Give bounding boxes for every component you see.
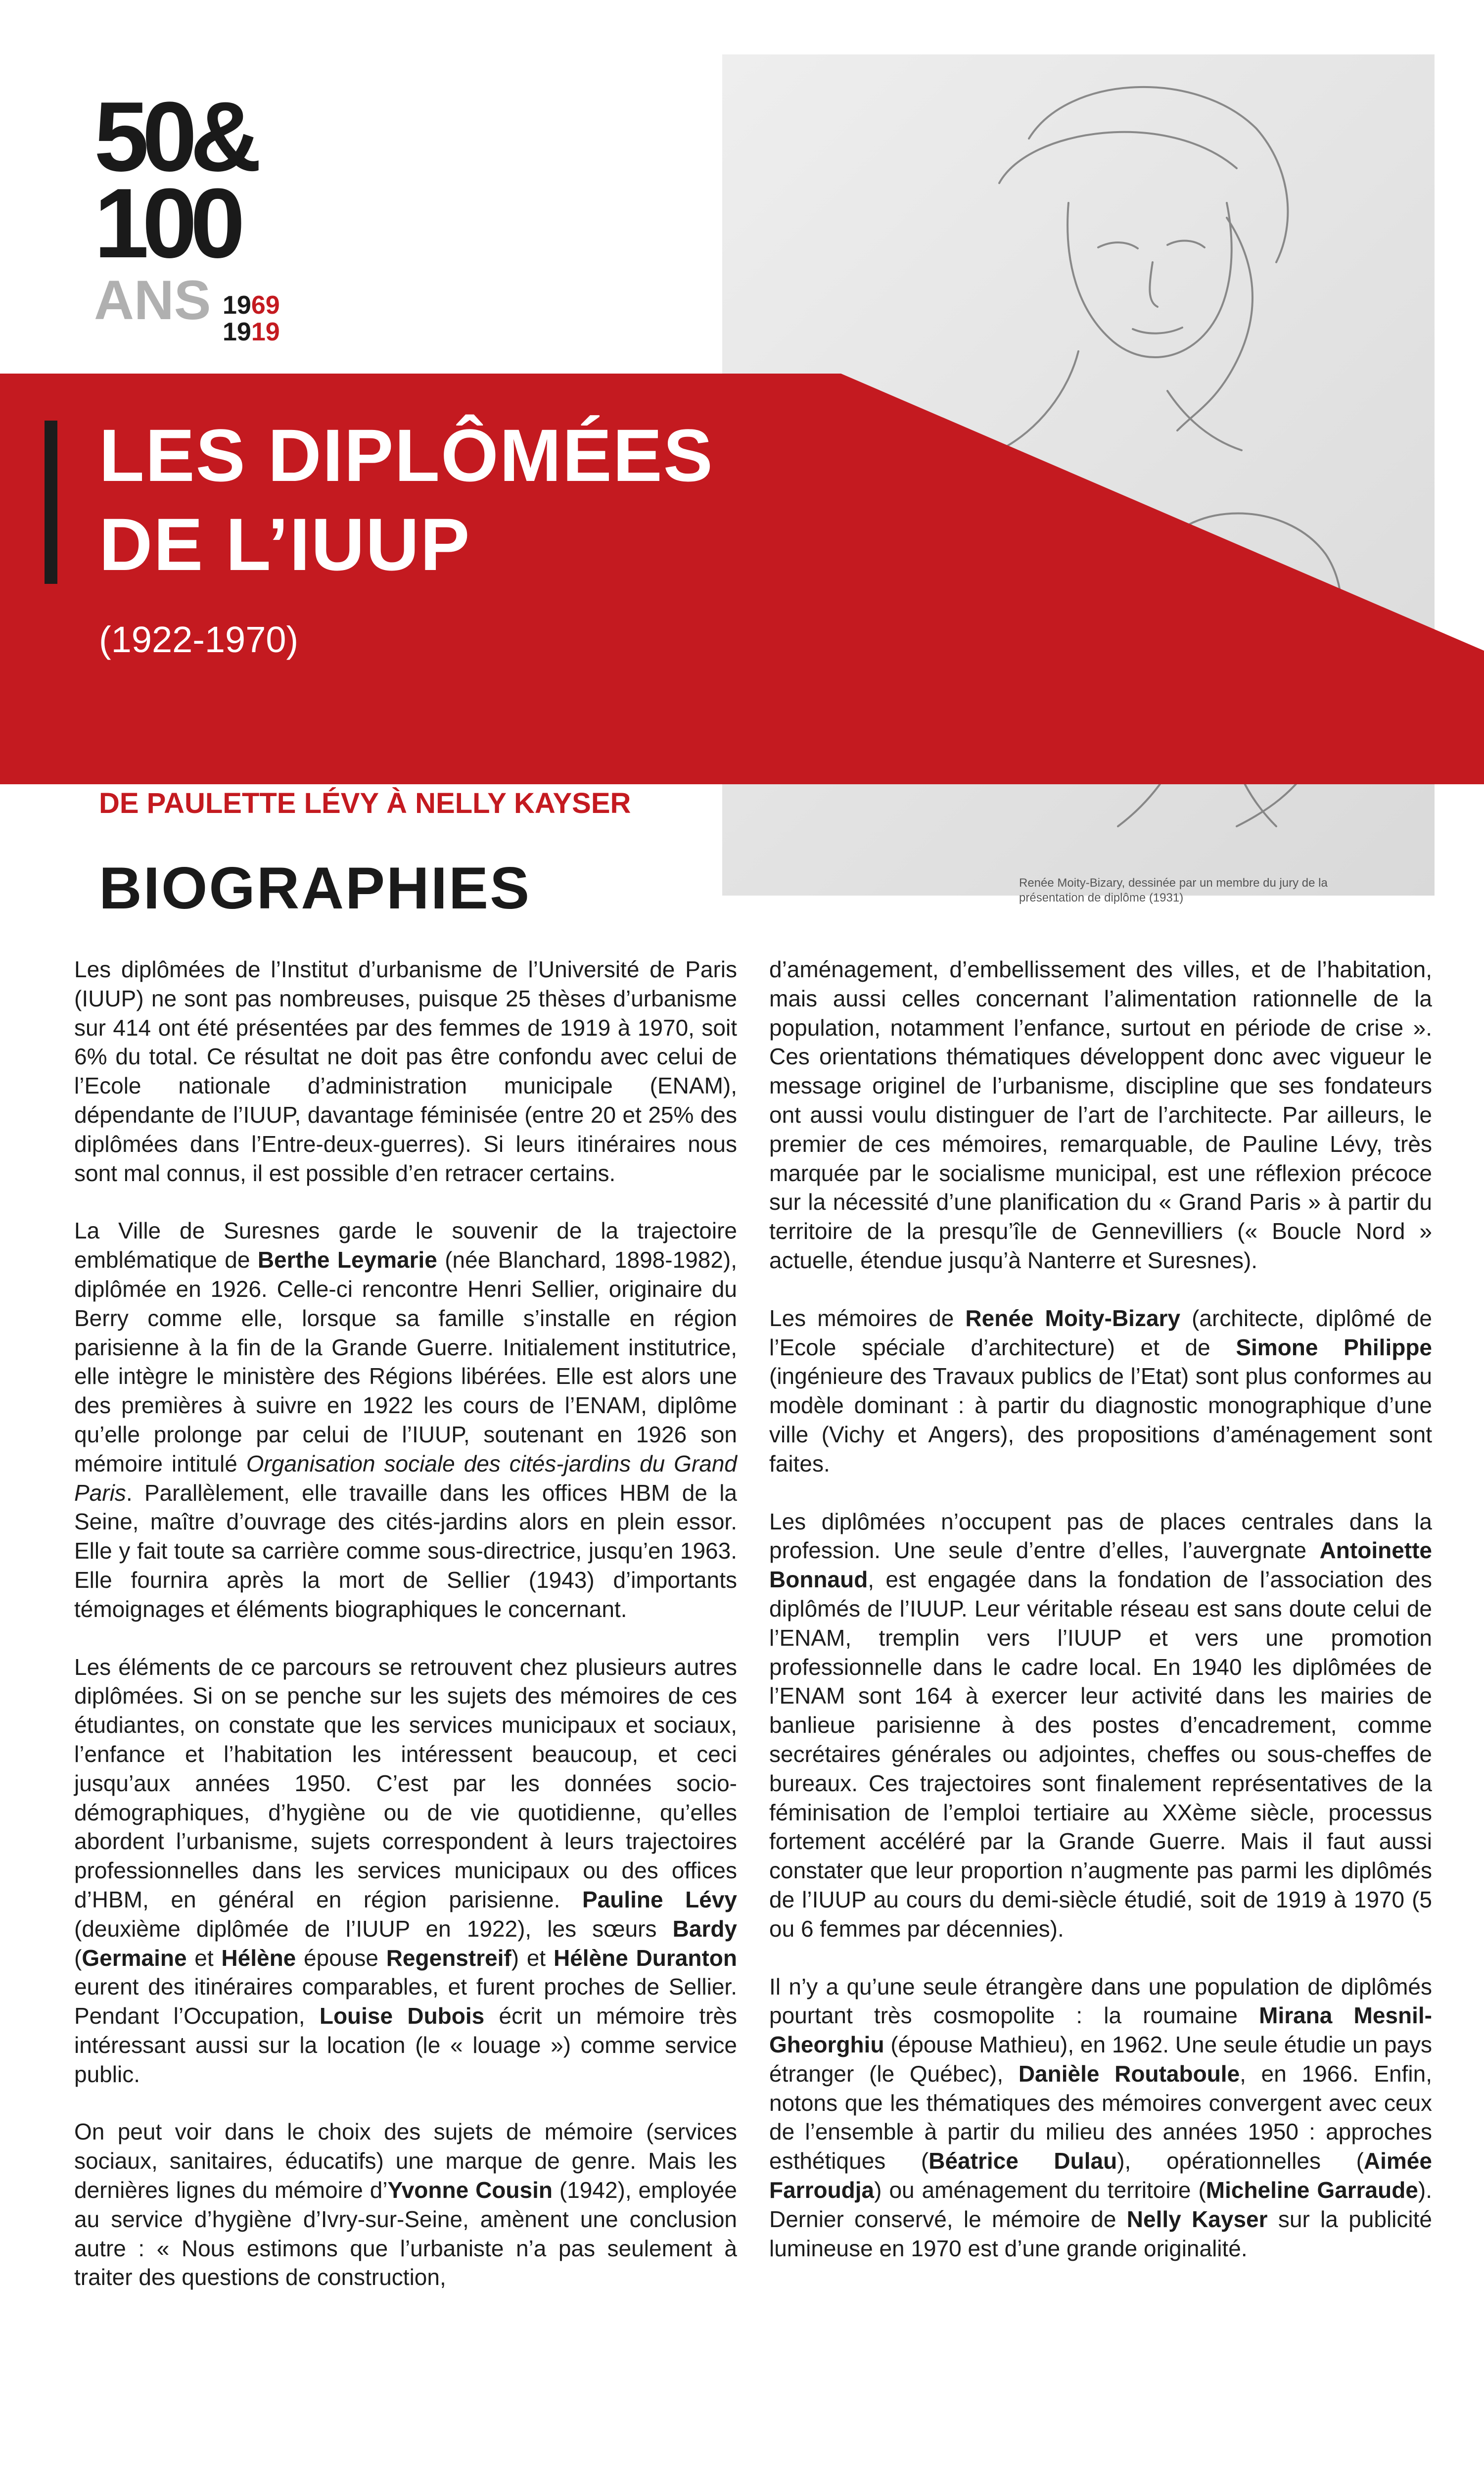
bio-paragraph: Les diplômées de l’Institut d’urbanisme de l’Université de Paris (IUUP) ne sont pas nombreuses, puisque 25 thèses d’urbanisme sur 414 ont été présentées par des femmes de 1919 à 1970, soit 6% du total. Ce résultat ne doit pas être confondu avec celui de l’Ecole nationale d’administration municipale (ENAM), dépendante de l’IUUP, davantage féminisée (entre 20 et 25% des diplômées dans l’Entre-deux-guerres). Si leurs itinéraires nous sont mal connus, il est possible d’en retracer certains.	[74, 956, 737, 1186]
sketch-caption: Renée Moity-Bizary, dessinée par un membre du jury de la présentation de diplôme (1931)	[1019, 876, 1328, 904]
year-1919-prefix: 19	[223, 318, 251, 346]
bio-paragraph: d’aménagement, d’embellissement des villes, et de l’habitation, mais aussi celles concernant l’alimentation rationnelle de la population, notamment l’enfance, surtout en période de crise ». Ces orientations thématiques développent donc avec vigueur le message originel de l’urbanisme, discipline que ses fondateurs ont aussi voulu distinguer de l’art de l’architecte. Par ailleurs, le premier de ces mémoires, remarquable, de Pauline Lévy, très marquée par le socialisme municipal, est une réflexion précoce sur la nécessité d’une planification du « Grand Paris » à partir du territoire de la presqu’île de Gennevilliers (« Boucle Nord » actuelle, étendue jusqu’à Nanterre et Suresnes).	[769, 956, 1432, 1273]
biographies-column-1	[74, 955, 737, 2321]
year-1919-suffix: 19	[251, 318, 280, 346]
poster-header	[0, 0, 1484, 930]
page-subtitle: DE PAULETTE LÉVY À NELLY KAYSER	[99, 787, 631, 819]
bio-paragraph: Les éléments de ce parcours se retrouvent chez plusieurs autres diplômées. Si on se penche sur les sujets des mémoires de ces étudiantes, on constate que les services municipaux et sociaux, l’enfance et l’habitation les intéressent beaucoup, et ceci jusqu’aux années 1950. C’est par les données socio-démographiques, d’hygiène ou de vie quotidienne, qu’elles abordent l’urbanisme, sujets correspondent à leurs trajectoires professionnelles dans les services municipaux ou des offices d’HBM, en général en région parisienne. Pauline Lévy (deuxième diplômée de l’IUUP en 1922), les sœurs Bardy (Germaine et Hélène épouse Regenstreif) et Hélène Duranton eurent des itinéraires comparables, et furent proches de Sellier. Pendant l’Occupation, Louise Dubois écrit un mémoire très intéressant aussi sur la location (le « louage ») comme service public.	[74, 1654, 738, 2087]
svg-text:50&: 50&	[94, 87, 255, 192]
logo-years	[223, 292, 280, 345]
bio-paragraph: Les diplômées n’occupent pas de places centrales dans la profession. Une seule d’entre d’elles, l’auvergnate Antoinette Bonnaud, est engagée dans la fondation de l’association des diplômés de l’IUUP. Leur véritable réseau est sans doute celui de l’ENAM, tremplin vers l’IUUP et vers une promotion professionnelle dans le cadre local. En 1940 les diplômées de l’ENAM sont 164 à exercer leur activité dans les mairies de banlieue parisienne à des postes d’encadrement, comme secrétaires générales ou adjointes, cheffes ou sous-cheffes de bureaux. Ces trajectoires sont finalement représentatives de la féminisation de l’emploi tertiaire au XXème siècle, processus fortement accéléré par la Grande Guerre. Mais il faut aussi constater que leur proportion n’augmente pas parmi les diplômés de l’IUUP au cours du demi-siècle étudié, soit de 1919 à 1970 (5 ou 6 femmes par décennies).	[769, 1508, 1432, 1942]
title-accent-bar	[45, 421, 57, 584]
bio-paragraph: La Ville de Suresnes garde le souvenir de la trajectoire emblématique de Berthe Leymarie (née Blanchard, 1898-1982), diplômée en 1926. Celle-ci rencontre Henri Sellier, originaire du Berry comme elle, lorsque sa famille s’installe en région parisienne à la fin de la Grande Guerre. Initialement institutrice, elle intègre le ministère des Régions libérées. Elle est alors une des premières à suivre en 1922 les cours de l’ENAM, diplôme qu’elle prolonge par celui de l’IUUP, soutenant en 1926 son mémoire intitulé Organisation sociale des cités-jardins du Grand Paris. Parallèlement, elle travaille dans les offices HBM de la Seine, maître d’ouvrage des cités-jardins alors en plein essor. Elle y fait toute sa carrière comme sous-directrice, jusqu’en 1963. Elle fournira après la mort de Sellier (1943) d’importants témoignages et éléments biographiques le concernant.	[74, 1218, 738, 1622]
biographies-column-2	[769, 955, 1432, 2291]
year-1969-prefix: 19	[223, 291, 251, 320]
svg-text:100: 100	[94, 168, 238, 279]
bio-paragraph: On peut voir dans le choix des sujets de mémoire (services sociaux, sanitaires, éducatifs) une marque de genre. Mais les dernières lignes du mémoire d’Yvonne Cousin (1942), employée au service d’hygiène d’Ivry-sur-Seine, amènent une conclusion autre : « Nous estimons que l’urbaniste n’a pas seulement à traiter des questions de construction,	[74, 2119, 737, 2290]
bio-paragraph: Les mémoires de Renée Moity-Bizary (architecte, diplômé de l’Ecole spéciale d’architecture) et de Simone Philippe (ingénieure des Travaux publics de l’Etat) sont plus conformes au modèle dominant : à partir du diagnostic monographique d’une ville (Vichy et Angers), des propositions d’aménagement sont faites.	[769, 1305, 1433, 1476]
bio-paragraph: Il n’y a qu’une seule étrangère dans une population de diplômés pourtant très cosmopolite : la roumaine Mirana Mesnil-Gheorghiu (épouse Mathieu), en 1962. Une seule étudie un pays étranger (le Québec), Danièle Routaboule, en 1966. Enfin, notons que les thématiques des mémoires convergent avec ceux de l’ensemble à partir du milieu des années 1950 : approches esthétiques (Béatrice Dulau), opérationnelles (Aimée Farroudja) ou aménagement du territoire (Micheline Garraude). Dernier conservé, le mémoire de Nelly Kayser sur la publicité lumineuse en 1970 est d’une grande originalité.	[769, 1973, 1432, 2261]
biographies-heading: BIOGRAPHIES	[99, 855, 531, 921]
year-1969-suffix: 69	[251, 291, 280, 320]
page-title-line-2: DE L’IUUP	[99, 503, 471, 586]
page-title-line-1: LES DIPLÔMÉES	[99, 414, 714, 497]
date-range: (1922-1970)	[99, 619, 299, 660]
svg-text:ANS: ANS	[94, 269, 211, 331]
